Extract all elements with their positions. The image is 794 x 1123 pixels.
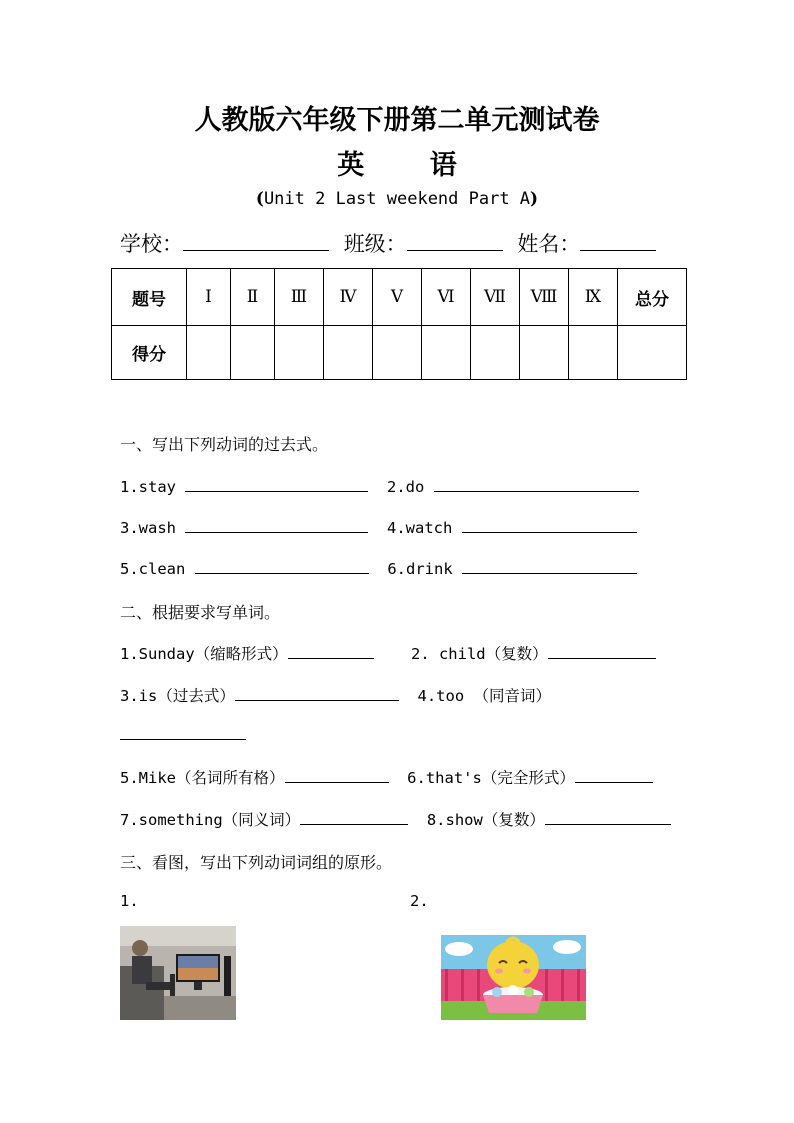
- answer-blank[interactable]: [434, 477, 639, 492]
- score-cell[interactable]: [471, 326, 520, 380]
- question-item: 5.clean: [120, 560, 186, 578]
- name-blank[interactable]: [580, 230, 656, 251]
- question-item: 1.stay: [120, 478, 176, 496]
- unit-open-paren: (: [255, 189, 264, 209]
- page-title: 人教版六年级下册第二单元测试卷: [194, 105, 600, 136]
- question-item: 3.wash: [120, 519, 176, 537]
- score-cell[interactable]: [422, 326, 471, 380]
- school-label: 学校：: [120, 232, 183, 256]
- col-2: Ⅱ: [231, 269, 275, 326]
- score-cell[interactable]: [187, 326, 231, 380]
- section2-row: [120, 725, 246, 744]
- question-item: 6.that's（完全形式）: [407, 769, 575, 787]
- cartoon-washing-clothes-picture: [441, 935, 586, 1020]
- answer-blank[interactable]: [545, 810, 671, 825]
- question-item: 5.Mike（名词所有格）: [120, 769, 285, 787]
- section1-row: [120, 559, 637, 578]
- question-item: 2.do: [387, 478, 425, 496]
- man-watching-tv-picture: [120, 926, 236, 1020]
- col-6: Ⅵ: [422, 269, 471, 326]
- col-5: Ⅴ: [373, 269, 422, 326]
- question-item: 3.is（过去式）: [120, 687, 235, 705]
- score-cell[interactable]: [373, 326, 422, 380]
- question-item: 4.too （同音词）: [417, 687, 551, 705]
- question-item: 7.something（同义词）: [120, 811, 301, 829]
- col-7: Ⅶ: [471, 269, 520, 326]
- answer-blank[interactable]: [185, 518, 368, 533]
- section1-heading: 一、写出下列动词的过去式。: [120, 435, 329, 454]
- class-blank[interactable]: [407, 230, 503, 251]
- col-9: Ⅸ: [569, 269, 618, 326]
- unit-close-paren: ): [530, 189, 539, 209]
- col-3: Ⅲ: [275, 269, 324, 326]
- section1-row: [120, 518, 637, 537]
- question-item: 4.watch: [387, 519, 453, 537]
- school-blank[interactable]: [183, 230, 329, 251]
- answer-blank[interactable]: [195, 559, 369, 574]
- picture-item-1-number: 1.: [120, 892, 139, 910]
- question-item: 8.show（复数）: [426, 811, 545, 829]
- answer-blank[interactable]: [120, 725, 246, 740]
- total-label: 总分: [618, 269, 687, 326]
- score-cell[interactable]: [231, 326, 275, 380]
- unit-text: Unit 2 Last weekend Part A: [263, 189, 531, 209]
- score-table: [111, 268, 687, 380]
- subject-title: 英 语: [337, 150, 485, 181]
- col-1: Ⅰ: [187, 269, 231, 326]
- score-cell[interactable]: [275, 326, 324, 380]
- answer-blank[interactable]: [235, 686, 399, 701]
- col-8: Ⅷ: [520, 269, 569, 326]
- section2-heading: 二、根据要求写单词。: [120, 603, 281, 622]
- class-label: 班级：: [343, 232, 407, 256]
- answer-blank[interactable]: [575, 768, 653, 783]
- answer-blank[interactable]: [462, 559, 637, 574]
- question-item: 1.Sunday（缩略形式）: [120, 645, 288, 663]
- answer-blank[interactable]: [185, 477, 368, 492]
- question-number-row: [112, 269, 687, 326]
- section2-row: [120, 808, 671, 830]
- score-cell[interactable]: [569, 326, 618, 380]
- score-label: 得分: [112, 326, 187, 380]
- question-number-label: 题号: [112, 269, 187, 326]
- section2-row: [120, 684, 551, 706]
- answer-blank[interactable]: [288, 644, 374, 659]
- section3-heading: 三、看图，写出下列动词词组的原形。: [120, 853, 393, 872]
- answer-blank[interactable]: [285, 768, 389, 783]
- unit-subtitle: [0, 189, 794, 209]
- score-cell[interactable]: [324, 326, 373, 380]
- question-item: 2. child（复数）: [410, 645, 548, 663]
- answer-blank[interactable]: [300, 810, 408, 825]
- answer-blank[interactable]: [462, 518, 637, 533]
- total-score-cell[interactable]: [618, 326, 687, 380]
- question-item: 6.drink: [387, 560, 453, 578]
- picture-item-2-number: 2.: [410, 892, 429, 910]
- score-row: [112, 326, 687, 380]
- section2-row: [120, 766, 653, 788]
- score-cell[interactable]: [520, 326, 569, 380]
- answer-blank[interactable]: [548, 644, 656, 659]
- name-label: 姓名：: [517, 232, 581, 256]
- section2-row: [120, 642, 656, 664]
- col-4: Ⅳ: [324, 269, 373, 326]
- section1-row: [120, 477, 639, 496]
- student-info-line: [120, 228, 680, 258]
